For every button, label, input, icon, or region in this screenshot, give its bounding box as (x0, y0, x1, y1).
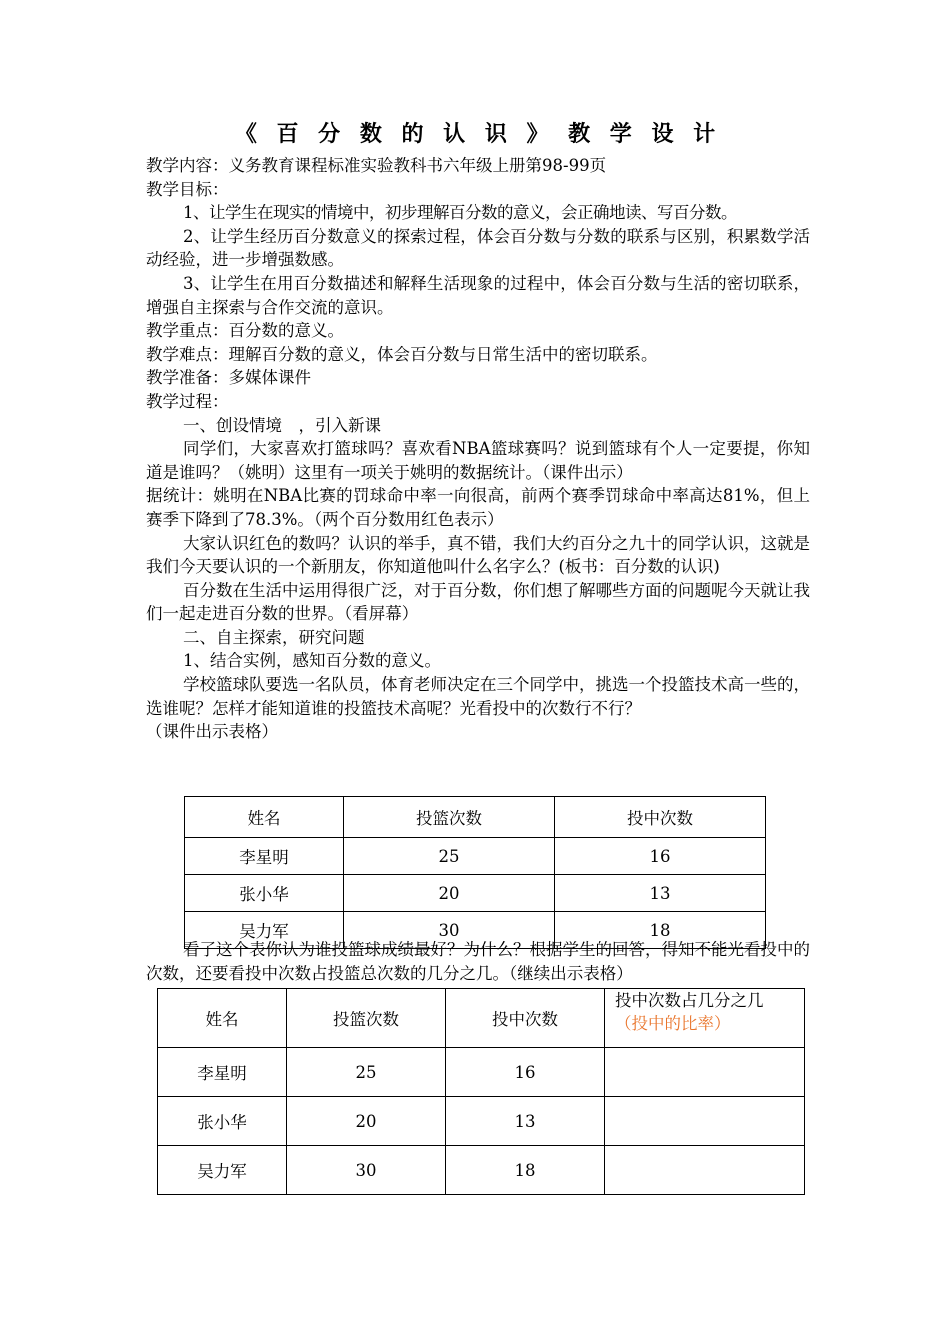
table-shooting-ratio (157, 988, 805, 1195)
preparation: 教学准备：多媒体课件 (146, 368, 311, 388)
cell-name: 李星明 (185, 838, 344, 875)
key-point: 教学重点：百分数的意义。 (146, 321, 344, 341)
subsection-1: 1、结合实例，感知百分数的意义。 (183, 651, 441, 671)
header-ratio-main: 投中次数占几分之几 (615, 991, 764, 1010)
cell-ratio (605, 1097, 805, 1146)
cell-made: 16 (446, 1048, 605, 1097)
table-row (158, 1048, 805, 1097)
table-row (158, 1097, 805, 1146)
table-shooting-counts (184, 796, 766, 949)
cell-name: 吴力军 (185, 912, 344, 949)
section-1-heading: 一、创设情境 ，引入新课 (183, 415, 381, 435)
cell-ratio (605, 1048, 805, 1097)
paragraph-5: 看了这个表你认为谁投篮球成绩最好？为什么？根据学生的回答，得知不能光看投中的次数，还要看投中次数占投篮总次数的几分之几。（继续出示表格） (146, 940, 810, 983)
cell-attempts: 30 (344, 912, 555, 949)
section-2-heading: 二、自主探索，研究问题 (183, 627, 365, 647)
paragraph-4: 学校篮球队要选一名队员，体育老师决定在三个同学中，挑选一个投篮技术高一些的，选谁呢？怎样才能知道谁的投篮技术高呢？光看投中的次数行不行？ (146, 675, 810, 718)
teaching-content: 教学内容：义务教育课程标准实验教科书六年级上册第98-99页 (146, 156, 607, 175)
cell-name: 张小华 (185, 875, 344, 912)
header-attempts: 投篮次数 (344, 797, 555, 838)
cell-name: 张小华 (158, 1097, 287, 1146)
difficulty: 教学难点：理解百分数的意义，体会百分数与日常生活中的密切联系。 (146, 344, 658, 364)
cell-attempts: 25 (344, 838, 555, 875)
paragraph-4b: （课件出示表格） (146, 722, 278, 742)
cell-attempts: 25 (287, 1048, 446, 1097)
header-name: 姓名 (185, 797, 344, 838)
cell-made: 13 (446, 1097, 605, 1146)
header-attempts: 投篮次数 (287, 989, 446, 1048)
cell-made: 13 (555, 875, 766, 912)
paragraph-2: 大家认识红色的数吗？认识的举手，真不错，我们大约百分之九十的同学认识，这就是我们今天要认识的一个新朋友，你知道他叫什么名字么？(板书：百分数的认识) (146, 533, 810, 577)
table-header-row (185, 797, 766, 838)
cell-name: 李星明 (158, 1048, 287, 1097)
cell-ratio (605, 1146, 805, 1195)
cell-attempts: 30 (287, 1146, 446, 1195)
paragraph-3: 百分数在生活中运用得很广泛，对于百分数，你们想了解哪些方面的问题呢今天就让我们一起走进百分数的世界。（看屏幕） (146, 580, 810, 624)
cell-attempts: 20 (287, 1097, 446, 1146)
paragraph-1: 同学们，大家喜欢打篮球吗？喜欢看NBA篮球赛吗？说到篮球有个人一定要提，你知道是谁吗？（姚明）这里有一项关于姚明的数据统计。（课件出示） (146, 439, 810, 482)
goal-1: 1、让学生在现实的情境中，初步理解百分数的意义，会正确地读、写百分数。 (183, 203, 737, 223)
header-made: 投中次数 (446, 989, 605, 1048)
goal-3: 3、让学生在用百分数描述和解释生活现象的过程中，体会百分数与生活的密切联系，增强自主探索与合作交流的意识。 (146, 273, 810, 317)
paragraph-1b: 据统计：姚明在NBA比赛的罚球命中率一向很高，前两个赛季罚球命中率高达81%，但上赛季下降到了78.3%。（两个百分数用红色表示） (146, 486, 810, 529)
header-ratio (605, 989, 805, 1048)
header-name: 姓名 (158, 989, 287, 1048)
header-ratio-note: （投中的比率） (615, 1014, 731, 1033)
table-header-row (158, 989, 805, 1048)
cell-made: 16 (555, 838, 766, 875)
process-heading: 教学过程： (146, 391, 229, 411)
cell-made: 18 (446, 1146, 605, 1195)
goals-heading: 教学目标： (146, 179, 229, 199)
cell-attempts: 20 (344, 875, 555, 912)
table-row (185, 875, 766, 912)
document-page (146, 118, 810, 1181)
cell-name: 吴力军 (158, 1146, 287, 1195)
page-title: 《 百 分 数 的 认 识 》 教 学 设 计 (234, 121, 722, 147)
goal-2: 2、让学生经历百分数意义的探索过程，体会百分数与分数的联系与区别，积累数学活动经验，进一步增强数感。 (146, 226, 810, 270)
header-made: 投中次数 (555, 797, 766, 838)
table-row (185, 838, 766, 875)
table-row (158, 1146, 805, 1195)
cell-made: 18 (555, 912, 766, 949)
